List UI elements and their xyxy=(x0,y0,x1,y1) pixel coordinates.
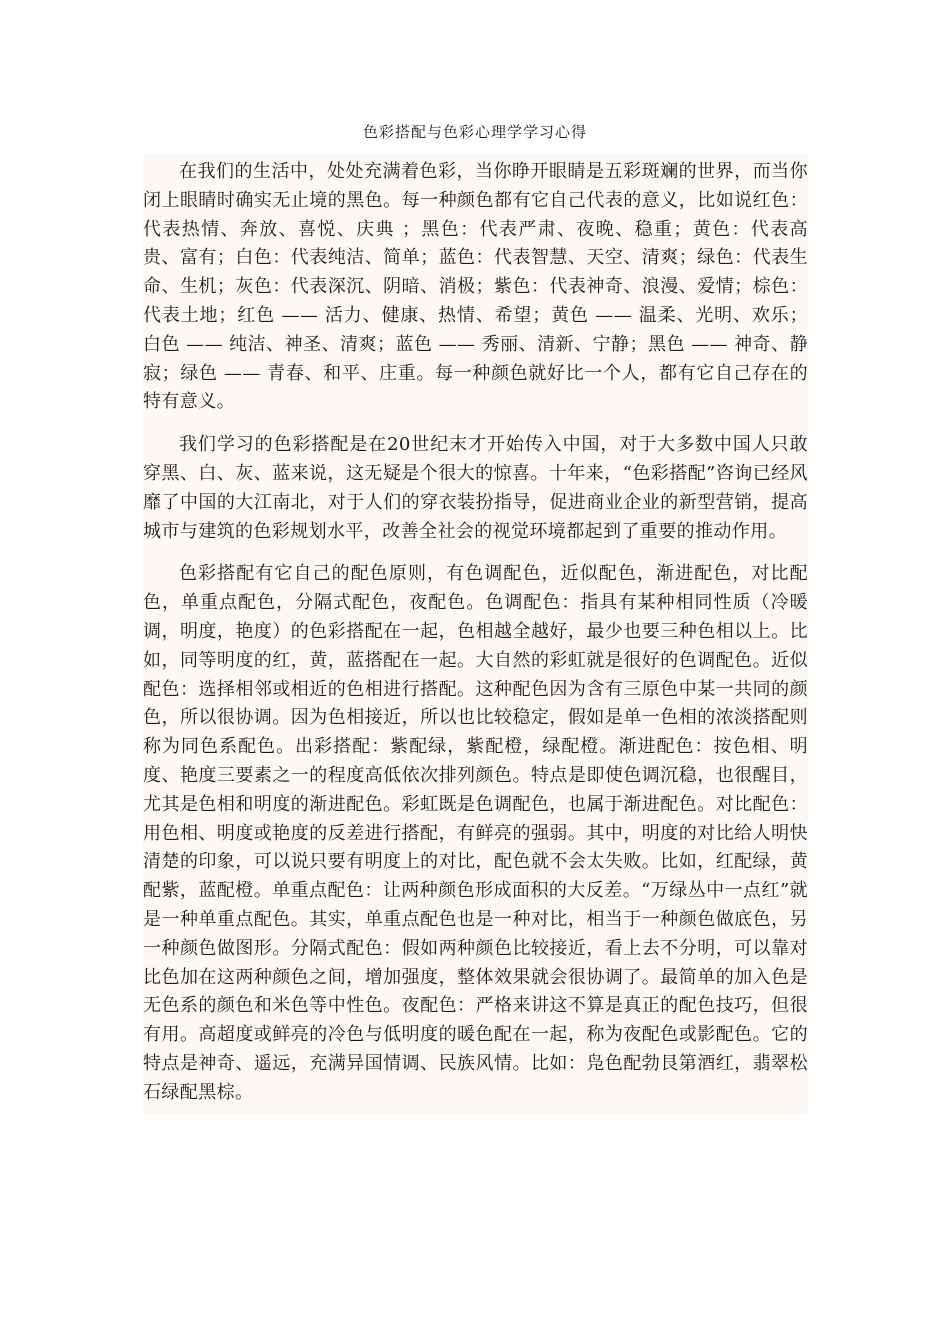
paragraph-color-meanings: 在我们的生活中，处处充满着色彩，当你睁开眼睛是五彩斑斓的世界，而当你闭上眼睛时确实无止境的黑色。每一种颜色都有它自己代表的意义，比如说红色：代表热情、奔放、喜悦、庆典 ；黑色：代表严肃、夜晚、稳重；黄色：代表高贵、富有；白色：代表纯洁、简单；蓝色：代表智慧、天空、清爽；绿色：代表生命、生机；灰色：代表深沉、阴暗、消极；紫色：代表神奇、浪漫、爱情；棕色：代表土地；红色 —— 活力、健康、热情、希望；黄色 —— 温柔、光明、欢乐；白色 —— 纯洁、神圣、清爽；蓝色 —— 秀丽、清新、宁静；黑色 —— 神奇、静寂；绿色 —— 青春、和平、庄重。每一种颜色就好比一个人，都有它自己存在的特有意义。 xyxy=(143,161,808,413)
paragraph-color-matching-history: 我们学习的色彩搭配是在20世纪末才开始传入中国，对于大多数中国人只敢穿黑、白、灰、蓝来说，这无疑是个很大的惊喜。十年来，“色彩搭配”咨询已经风靡了中国的大江南北，对于人们的穿衣装扮指导，促进商业企业的新型营销，提高城市与建筑的色彩规划水平，改善全社会的视觉环境都起到了重要的推动作用。 xyxy=(143,434,808,542)
document-title: 色彩搭配与色彩心理学学习心得 xyxy=(362,123,587,141)
document-body xyxy=(143,154,808,1114)
paragraph-color-matching-principles: 色彩搭配有它自己的配色原则，有色调配色，近似配色，渐进配色，对比配色，单重点配色，分隔式配色，夜配色。色调配色：指具有某种相同性质（冷暖调，明度，艳度）的色彩搭配在一起，色相越全越好，最少也要三种色相以上。比如，同等明度的红，黄，蓝搭配在一起。大自然的彩虹就是很好的色调配色。近似配色：选择相邻或相近的色相进行搭配。这种配色因为含有三原色中某一共同的颜色，所以很协调。因为色相接近，所以也比较稳定，假如是单一色相的浓淡搭配则称为同色系配色。出彩搭配：紫配绿，紫配橙，绿配橙。渐进配色：按色相、明度、艳度三要素之一的程度高低依次排列颜色。特点是即使色调沉稳，也很醒目，尤其是色相和明度的渐进配色。彩虹既是色调配色，也属于渐进配色。对比配色：用色相、明度或艳度的反差进行搭配，有鲜亮的强弱。其中，明度的对比给人明快清楚的印象，可以说只要有明度上的对比，配色就不会太失败。比如，红配绿，黄配紫，蓝配橙。单重点配色：让两种颜色形成面积的大反差。“万绿丛中一点红”就是一种单重点配色。其实，单重点配色也是一种对比，相当于一种颜色做底色，另一种颜色做图形。分隔式配色：假如两种颜色比较接近，看上去不分明，可以靠对比色加在这两种颜色之间，增加强度，整体效果就会很协调了。最简单的加入色是无色系的颜色和米色等中性色。夜配色：严格来讲这不算是真正的配色技巧，但很有用。高超度或鲜亮的冷色与低明度的暖色配在一起，称为夜配色或影配色。它的特点是神奇、遥远，充满异国情调、民族风情。比如：凫色配勃艮第酒红，翡翠松石绿配黑棕。 xyxy=(143,563,808,1103)
